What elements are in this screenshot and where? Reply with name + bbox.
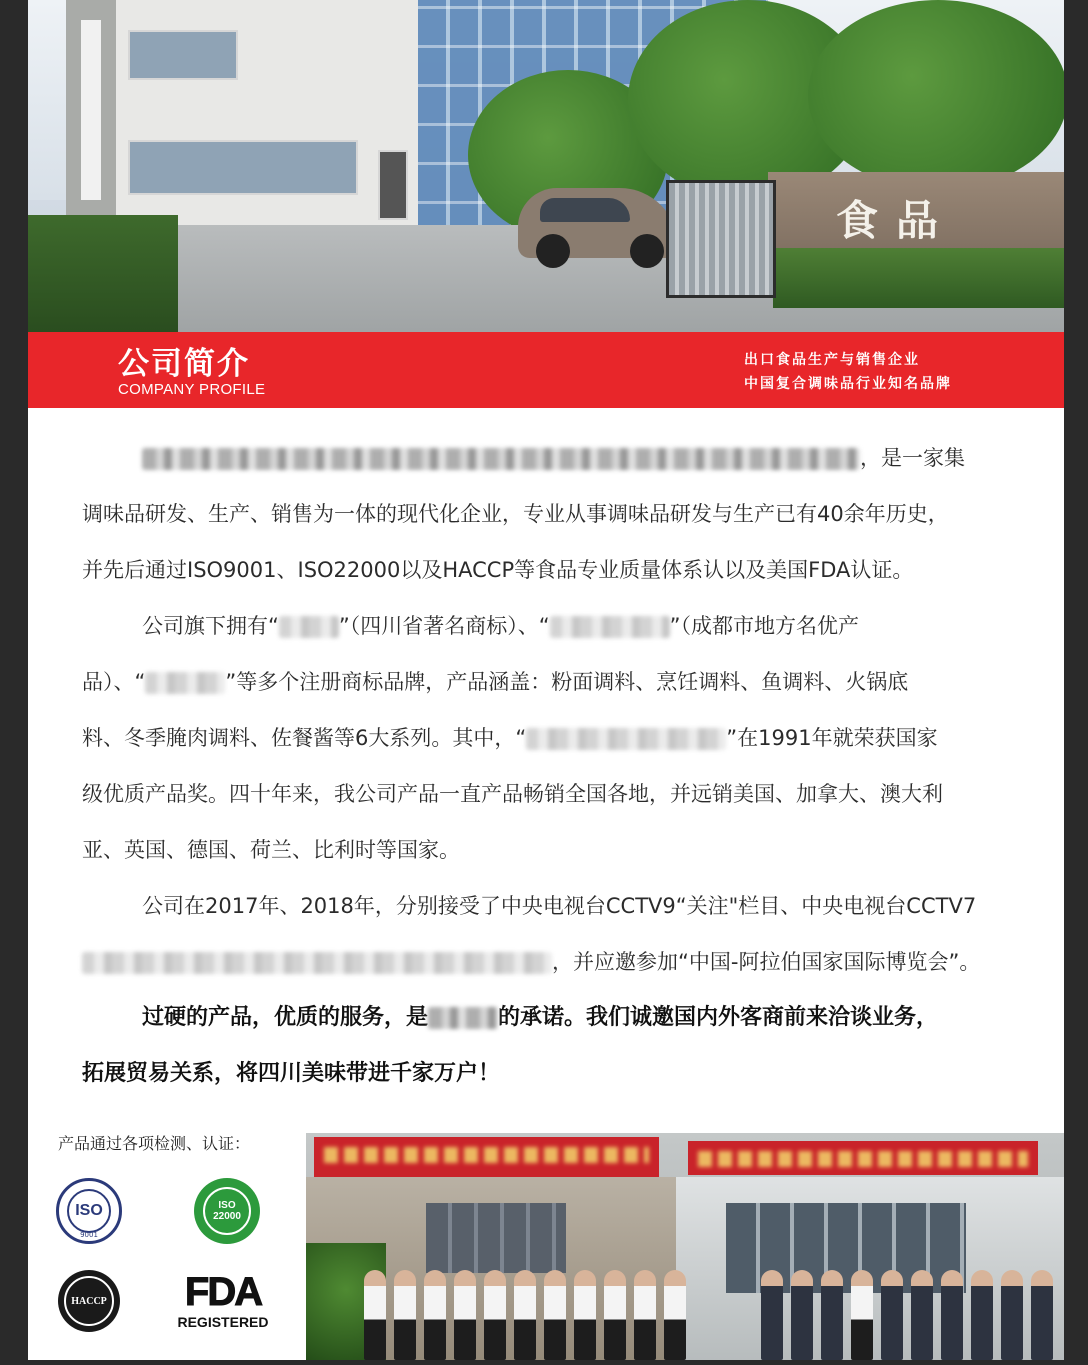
visitor-group [761, 1260, 1053, 1360]
tree [808, 0, 1064, 190]
paragraph-intro: ，是一家集 调味品研发、生产、销售为一体的现代化企业，专业从事调味品研发与生产已有40余年历史， 并先后通过ISO9001、ISO22000以及HACCP等食品专业质量体系认以及美国FDA认证。 [82, 446, 965, 582]
hedge [28, 215, 178, 332]
redacted-brand [550, 616, 670, 638]
redacted-program [82, 952, 552, 974]
iso-9001-logo-icon: ISO 9001 [56, 1178, 122, 1244]
sign-pillar [66, 0, 116, 220]
retractable-gate [666, 180, 776, 298]
hedge [773, 248, 1064, 308]
redacted-brand [145, 672, 225, 694]
slogan: 过硬的产品，优质的服务，是 的承诺。我们诚邀国内外客商前来洽谈业务， 拓展贸易关系，将四川美味带进千家万户！ [82, 1005, 939, 1086]
redacted-brand [279, 616, 339, 638]
wall-sign-text: 食品 [836, 196, 957, 245]
redacted-brand [428, 1007, 498, 1029]
redacted-product [526, 728, 726, 750]
section-subtitle: COMPANY PROFILE [118, 381, 266, 398]
haccp-logo-icon: HACCP [58, 1270, 120, 1332]
red-banner-sign [314, 1137, 659, 1177]
paragraph-brands: 公司旗下拥有“ ”（四川省著名商标）、“ ”（成都市地方名优产 品）、“ ”等多个注册商标品牌，产品涵盖：粉面调料、烹饪调料、鱼调料、火锅底 料、冬季腌肉调料、佐餐酱等6大系列。其中，“ ”在1991年就荣获国家 级优质产品奖。四十年来，我公司产品一直产品畅销全国各地，并远销美国、加拿大、澳大利 亚、英国、德国、荷兰、比利时等国家。 [82, 614, 943, 862]
redacted-company-name [142, 448, 860, 470]
section-banner [28, 332, 1064, 408]
company-profile-page [28, 0, 1064, 1360]
certifications-label: 产品通过各项检测、认证： [58, 1134, 251, 1153]
factory-photo [28, 0, 1064, 332]
iso-22000-intertek-logo-icon: ISO 22000 [194, 1178, 260, 1244]
banner-tagline-2: 中国复合调味品行业知名品牌 [744, 376, 952, 392]
section-title: 公司简介 [118, 346, 250, 382]
parked-car [518, 188, 678, 258]
paragraph-media: 公司在2017年、2018年，分别接受了中央电视台CCTV9“关注"栏目、中央电视台CCTV7 ，并应邀参加“中国-阿拉伯国家国际博览会”。 [82, 878, 1022, 990]
fda-registered-logo-icon: FDA REGISTERED [177, 1270, 269, 1330]
red-banner-sign [688, 1141, 1038, 1175]
profile-text [82, 430, 1022, 1102]
banner-tagline-1: 出口食品生产与销售企业 [744, 352, 920, 368]
white-building [88, 0, 418, 230]
team-group-photo [306, 1133, 1064, 1360]
staff-group [364, 1260, 686, 1360]
